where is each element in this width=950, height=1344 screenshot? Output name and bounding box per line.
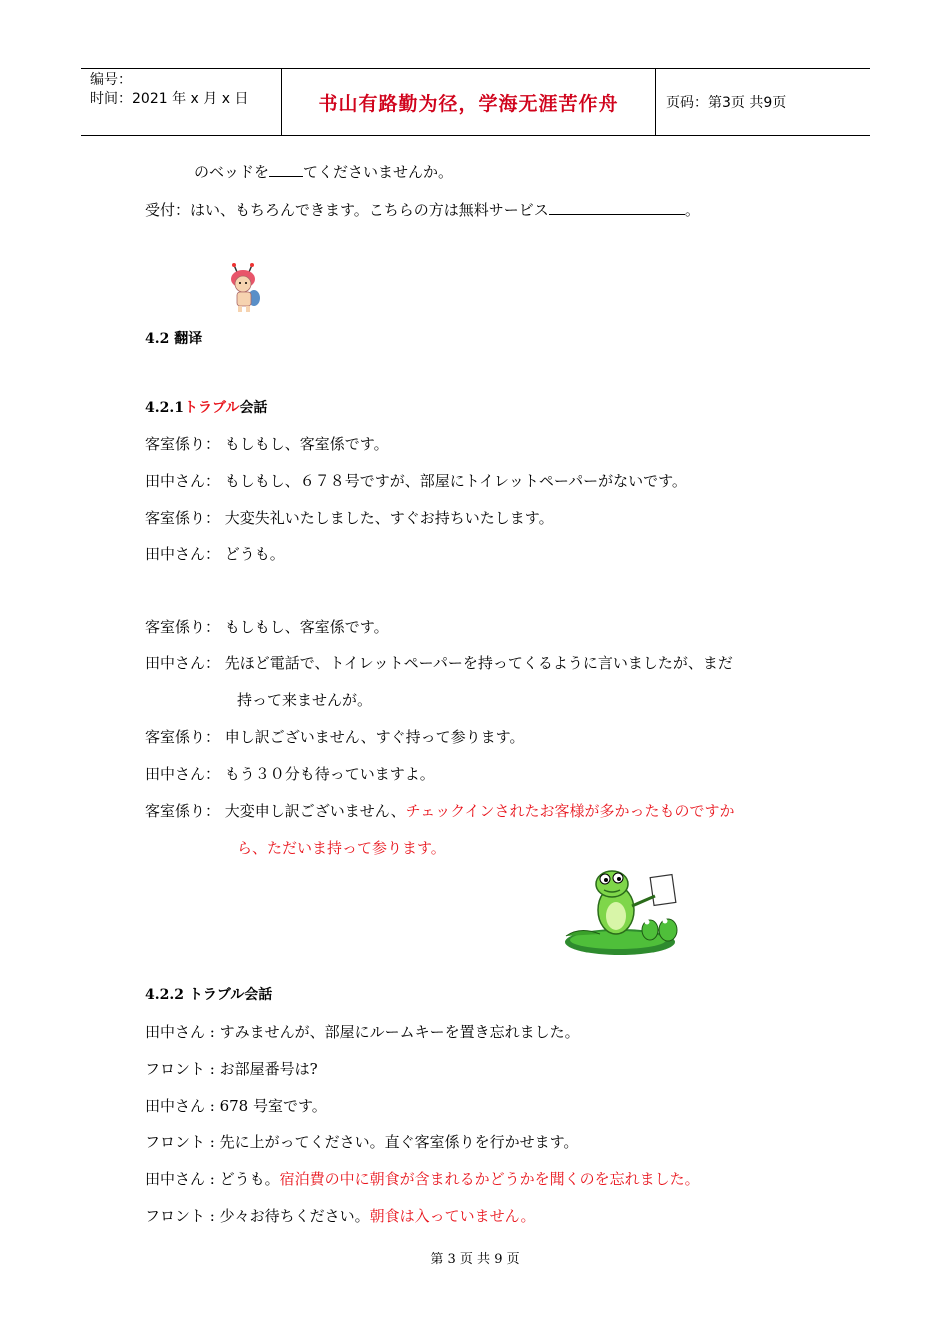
dialogue-line: 田中さん： どうも。 — [145, 545, 285, 563]
section-heading: 4.2 翻译 — [145, 331, 203, 347]
dialogue-line: 持って来ませんが。 — [237, 691, 373, 709]
dialogue-line: 田中さん : 678 号室です。 — [145, 1097, 327, 1115]
dialogue-line: 田中さん : どうも。宿泊費の中に朝食が含まれるかどうかを聞くのを忘れました。 — [145, 1170, 700, 1188]
section-heading: 4.2.2 トラブル会話 — [145, 987, 273, 1003]
header-meta — [81, 69, 282, 135]
header-motto: 书山有路勤为径，学海无涯苦作舟 — [282, 69, 656, 135]
header-number-label: 编号： — [90, 72, 132, 88]
section-heading: 4.2.1トラブル会話 — [145, 400, 268, 416]
page-header — [81, 68, 870, 136]
cartoon-frog-icon — [560, 866, 695, 958]
dialogue-line: 客室係り： もしもし、客室係です。 — [145, 435, 389, 453]
dialogue-line: ら、ただいま持って参ります。 — [237, 839, 446, 857]
dialogue-line: フロント : 少々お待ちください。朝食は入っていません。 — [145, 1207, 536, 1225]
dialogue-line: 客室係り： 大変失礼いたしました、すぐお持ちいたします。 — [145, 509, 554, 527]
dialogue-line: 田中さん： もう３０分も待っていますよ。 — [145, 765, 435, 783]
cartoon-girl-icon — [225, 262, 263, 314]
dialogue-line: フロント : 先に上がってください。直ぐ客室係りを行かせます。 — [145, 1133, 579, 1151]
dialogue-line: 客室係り： 申し訳ございません、すぐ持って参ります。 — [145, 728, 525, 746]
header-date: 时间：2021 年 x 月 x 日 — [90, 91, 249, 107]
blank-underline — [269, 162, 303, 177]
dialogue-line: 客室係り： もしもし、客室係です。 — [145, 618, 389, 636]
page-footer: 第 3 页 共 9 页 — [430, 1252, 520, 1267]
text-line: のベッドを てくださいませんか。 — [194, 163, 454, 181]
dialogue-line: 客室係り： 大変申し訳ございません、チェックインされたお客様が多かったものですか — [145, 802, 735, 820]
header-page-info: 页码：第3页 共9页 — [666, 95, 787, 111]
dialogue-line: 田中さん： もしもし、６７８号ですが、部屋にトイレットペーパーがないです。 — [145, 472, 687, 490]
dialogue-line: 田中さん： 先ほど電話で、トイレットペーパーを持ってくるように言いましたが、まだ — [145, 654, 733, 672]
blank-underline — [549, 200, 685, 215]
dialogue-line: 田中さん : すみませんが、部屋にルームキーを置き忘れました。 — [145, 1023, 580, 1041]
text-line: 受付：はい、もちろんできます。こちらの方は無料サービス 。 — [145, 201, 700, 219]
dialogue-line: フロント : お部屋番号は? — [145, 1060, 318, 1078]
